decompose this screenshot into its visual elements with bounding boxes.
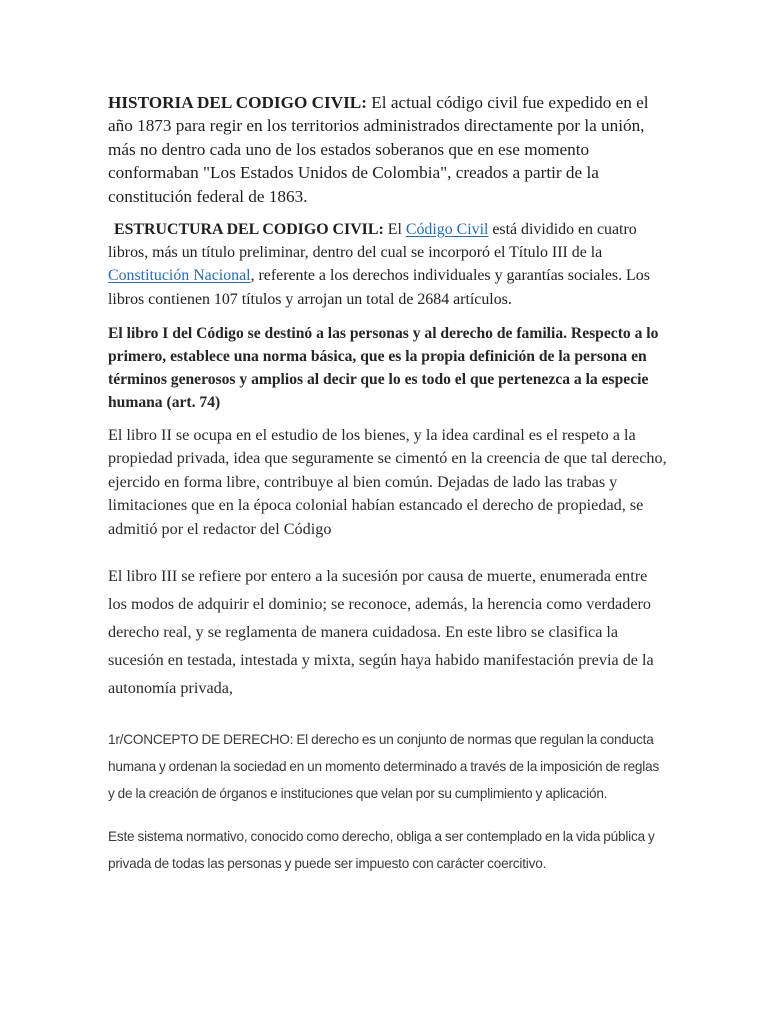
- document-body: [108, 91, 668, 877]
- link-constitucion-nacional[interactable]: Constitución Nacional: [108, 267, 251, 285]
- paragraph-libro-1: El libro I del Código se destinó a las personas y al derecho de familia. Respecto a lo primero, establece una norma básica, que es la propia definición de la persona en términos generosos y amplios al decir que lo es todo el que pertenezca a la especie humana (art. 74): [108, 324, 659, 412]
- text-estructura-3: , referente a los derechos individuales y garantías sociales. Los libros contienen 107 títulos y arrojan un total de 2684 artículos.: [108, 267, 650, 308]
- paragraph-concepto-derecho: 1r/CONCEPTO DE DERECHO: El derecho es un conjunto de normas que regulan la conducta humana y ordenan la sociedad en un momento determinado a través de la imposición de reglas y de la creación de órganos e instituciones que velan por su cumplimiento y aplicación.: [108, 731, 660, 802]
- link-codigo-civil[interactable]: Código Civil: [405, 221, 489, 239]
- text-estructura-2: está dividido en cuatro libros, más un título preliminar, dentro del cual se incorporó el Título III de la: [108, 221, 637, 262]
- paragraph-libro-2: El libro II se ocupa en el estudio de los bienes, y la idea cardinal es el respeto a la propiedad privada, idea que seguramente se cimentó en la creencia de que tal derecho, ejercido en forma libre, contribuye al bien común. Dejadas de lado las trabas y limitaciones que en la época colonial habían estancado el derecho de propiedad, se admitió por el redactor del Código: [108, 425, 667, 539]
- paragraph-estructura: [108, 218, 668, 311]
- heading-estructura: ESTRUCTURA DEL CODIGO CIVIL:: [114, 221, 384, 239]
- text-historia: El actual código civil fue expedido en el año 1873 para regir en los territorios administrados directamente por la unión, más no dentro cada uno de los estados soberanos que en ese momento conformaban "Los Estados Unidos de Colombia", creados a partir de la constitución federal de 1863.: [108, 93, 649, 206]
- heading-historia: HISTORIA DEL CODIGO CIVIL:: [108, 93, 367, 112]
- paragraph-sistema-normativo: Este sistema normativo, conocido como derecho, obliga a ser contemplado en la vida pública y privada de todas las personas y puede ser impuesto con carácter coercitivo.: [108, 828, 655, 871]
- text-estructura-1: El: [383, 221, 406, 239]
- paragraph-libro-3: El libro III se refiere por entero a la sucesión por causa de muerte, enumerada entre los modos de adquirir el dominio; se reconoce, además, la herencia como verdadero derecho real, y se reglamenta de manera cuidadosa. En este libro se clasifica la sucesión en testada, intestada y mixta, según haya habido manifestación previa de la autonomía privada,: [108, 566, 654, 697]
- paragraph-historia: [108, 91, 668, 208]
